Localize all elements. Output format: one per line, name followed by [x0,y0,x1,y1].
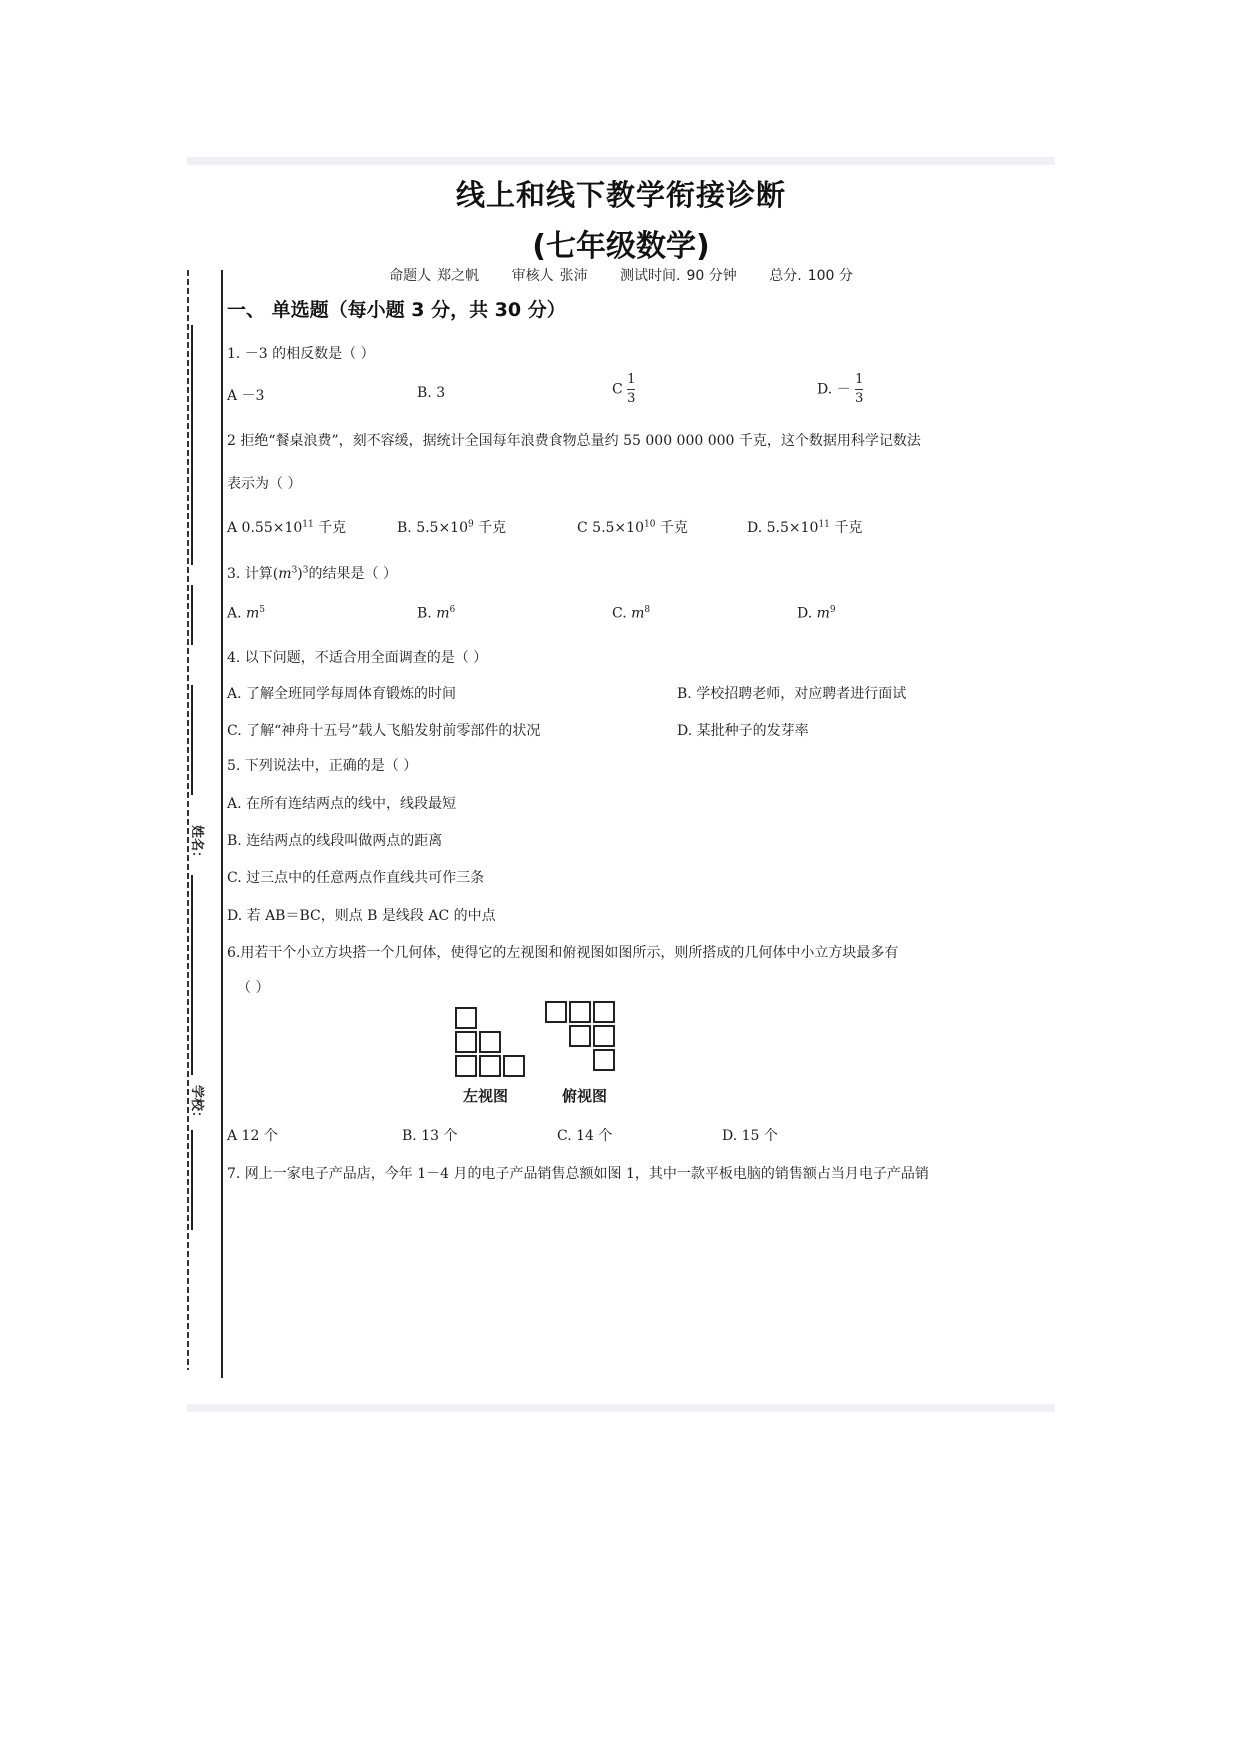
question-7: 7. 网上一家电子产品店，今年 1－4 月的电子产品销售总额如图 1，其中一款平板电脑的销售额占当月电子产品销 [227,1166,929,1182]
denominator: 3 [855,391,864,406]
q5-option-d: D. 若 AB＝BC，则点 B 是线段 AC 的中点 [227,908,496,924]
exam-subtitle: (七年级数学) [532,229,710,264]
margin-school-label: 学校： [189,1084,205,1125]
numerator: 1 [627,372,636,387]
q1-option-d-label: D. － [817,381,851,398]
section-heading: 一、 单选题（每小题 3 分，共 30 分） [227,299,566,321]
time-value: 90 分钟 [686,268,737,284]
margin-name-blank[interactable] [191,875,193,1075]
q6-option-b: B. 13 个 [402,1128,458,1144]
question-2-cont: 表示为（ ） [227,476,302,492]
denominator: 3 [627,391,636,406]
binding-dashed-line [187,270,189,1370]
q4-option-b: B. 学校招聘老师，对应聘者进行面试 [677,686,907,702]
q3-option-c: C. $m^8$ [612,605,651,622]
q1-option-c-label: C [612,381,628,398]
margin-name-label: 姓名： [189,824,205,865]
q2-option-d: D. $5.5\times 10^{11}$ 千克 [747,519,863,536]
margin-blank-line [191,685,193,795]
time-label: 测试时间. [620,268,681,284]
margin-blank-line [191,325,193,565]
left-view-caption: 左视图 [463,1087,509,1105]
q5-option-c: C. 过三点中的任意两点作直线共可作三条 [227,870,485,886]
q4-option-c: C. 了解“神舟十五号”载人飞船发射前零部件的状况 [227,723,541,739]
question-1: 1. －3 的相反数是（ ） [227,346,375,362]
q2-option-c: C $5.5\times 10^{10}$ 千克 [577,519,688,536]
margin-blank-line [191,585,193,645]
author-label: 命题人 [389,268,432,284]
q3-option-a: A. $m^5$ [227,605,266,622]
exam-page [187,165,1055,1404]
q6-option-d: D. 15 个 [722,1128,778,1144]
score-field [769,268,853,284]
q3-option-b: B. $m^6$ [417,605,456,622]
reviewer-field [512,268,588,284]
binding-solid-line [221,270,223,1378]
fraction [855,373,863,406]
fraction [627,373,635,406]
author-value: 郑之帆 [437,268,480,284]
left-view-figure [455,1007,535,1077]
top-view-caption: 俯视图 [562,1087,608,1105]
score-label: 总分. [769,268,802,284]
reviewer-value: 张沛 [559,268,588,284]
question-4: 4. 以下问题，不适合用全面调查的是（ ） [227,650,488,666]
page-top-edge [187,157,1055,165]
author-field [389,268,479,284]
q1-option-c [612,373,635,406]
q3-option-d: D. $m^9$ [797,605,836,622]
q1-option-b: B. 3 [417,385,446,401]
q2-option-a: A $0.55\times 10^{11}$ 千克 [227,519,347,536]
q4-option-a: A. 了解全班同学每周体育锻炼的时间 [227,686,457,702]
page-bottom-edge [187,1404,1055,1412]
question-2: 2 拒绝“餐桌浪费”，刻不容缓，据统计全国每年浪费食物总量约 55 000 000 000 千克，这个数据用科学记数法 [227,433,921,449]
top-view-figure [545,1001,625,1081]
exam-title: 线上和线下教学衔接诊断 [455,178,786,212]
q5-option-b: B. 连结两点的线段叫做两点的距离 [227,833,443,849]
q5-option-a: A. 在所有连结两点的线中，线段最短 [227,796,457,812]
question-3: 3. 计算$(m^3)^3$的结果是（ ） [227,565,397,582]
q1-option-d [817,373,863,406]
score-value: 100 分 [807,268,853,284]
q6-option-a: A 12 个 [227,1128,278,1144]
question-6: 6.用若干个小立方块搭一个几何体，使得它的左视图和俯视图如图所示，则所搭成的几何体中小立方块最多有 [227,945,899,961]
q6-option-c: C. 14 个 [557,1128,613,1144]
q1-option-a: A －3 [227,388,265,404]
q4-option-d: D. 某批种子的发芽率 [677,723,809,739]
numerator: 1 [855,372,864,387]
exam-meta [187,265,1055,285]
reviewer-label: 审核人 [511,268,554,284]
question-6-cont: （ ） [237,980,270,996]
time-field [620,268,737,284]
question-5: 5. 下列说法中，正确的是（ ） [227,758,418,774]
q2-option-b: B. $5.5\times 10^9$ 千克 [397,519,507,536]
margin-school-blank[interactable] [191,1130,193,1230]
